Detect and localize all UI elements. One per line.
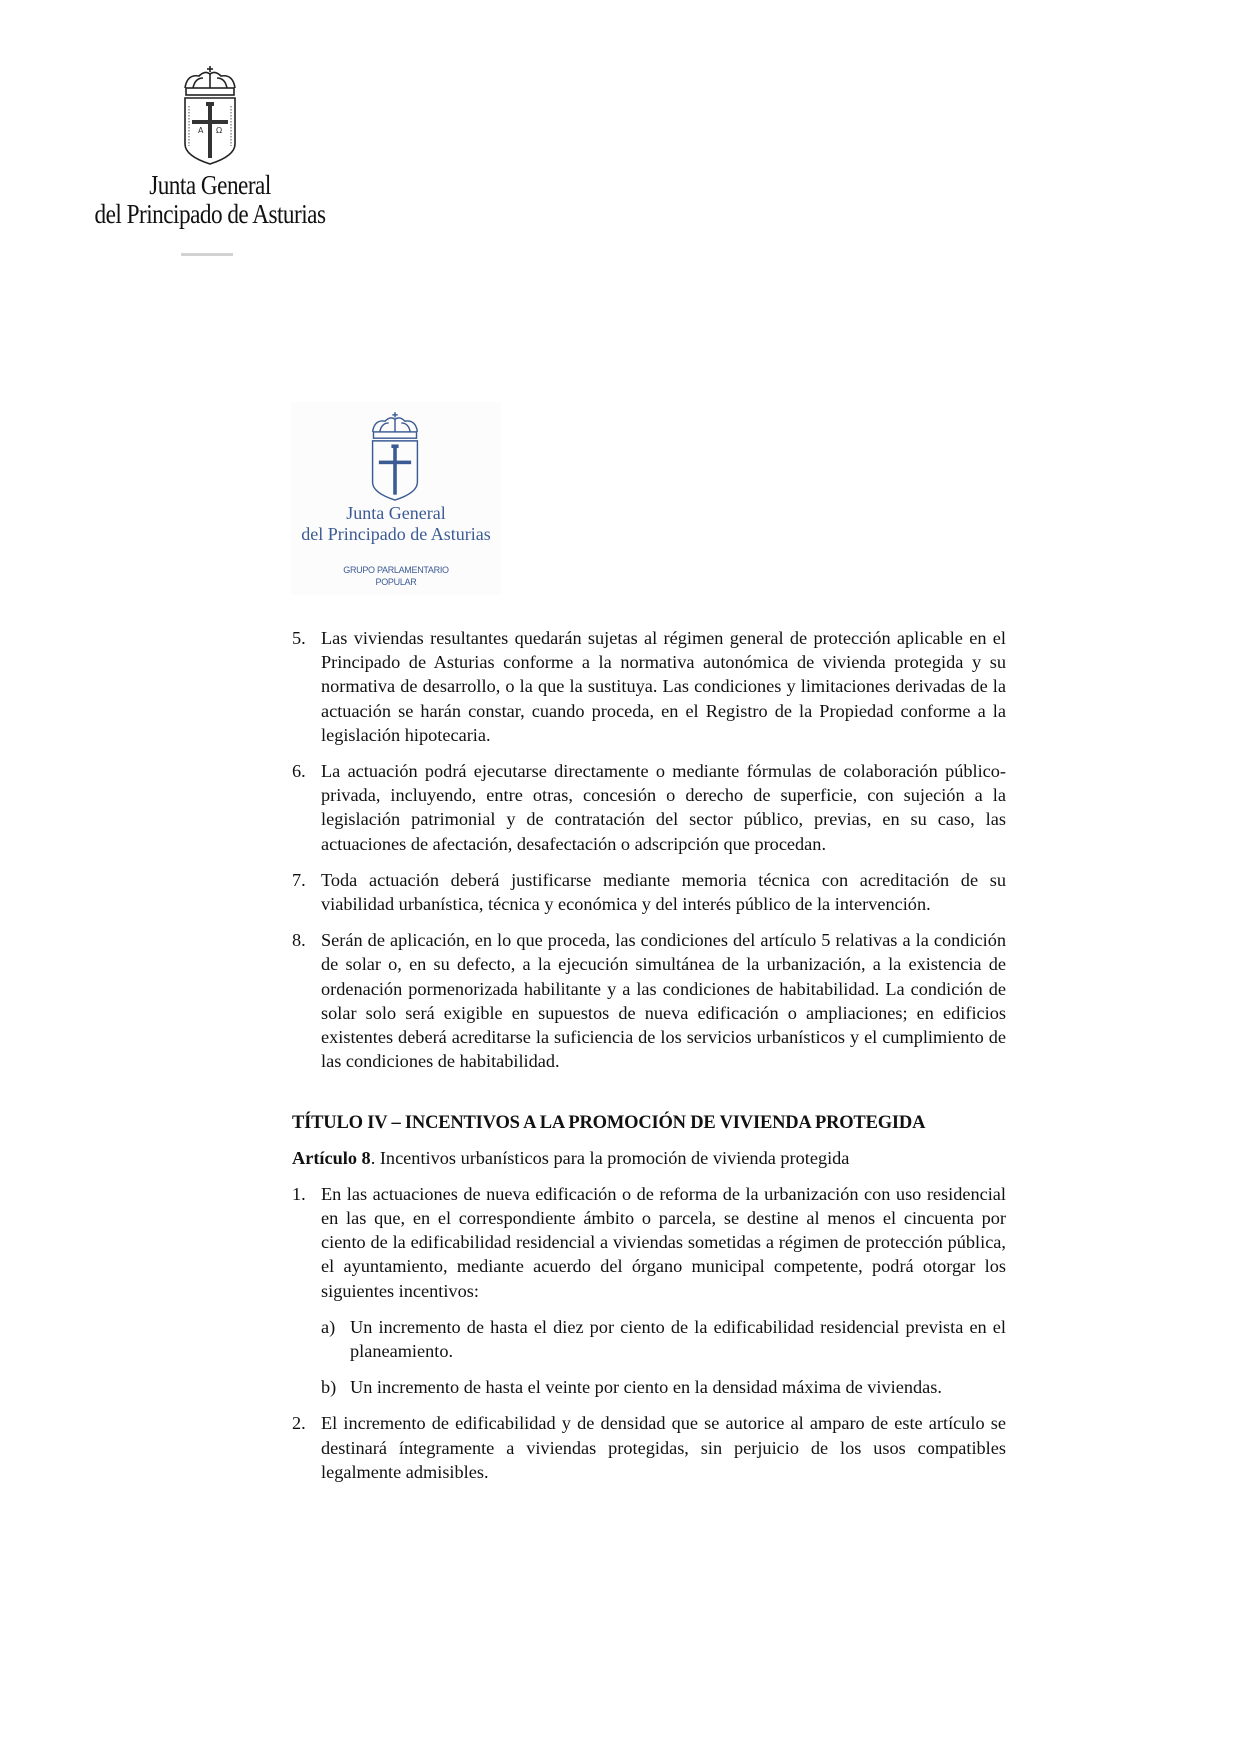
list-item: [292, 868, 1006, 916]
sub-item-letter: a): [321, 1316, 336, 1337]
item-text: En las actuaciones de nueva edificación o de reforma de la urbanización con uso residencial en las que, en el correspondiente ámbito o parcela, se destine al menos el cincuenta por ciento de la edificabilidad residencial a viviendas sometidas a régimen de protección pública, el ayuntamiento, mediante acuerdo del órgano municipal competente, podrá otorgar los siguientes incentivos:: [321, 1183, 1006, 1301]
item-number: 5.: [292, 628, 306, 648]
sub-item: [292, 1375, 1006, 1399]
item-number: 2.: [292, 1413, 306, 1434]
asturias-coat-of-arms-icon: [181, 66, 239, 166]
item-text: Toda actuación deberá justificarse mediante memoria técnica con acreditación de su viabilidad urbanística, técnica y económica y del interés público de la intervención.: [321, 869, 1006, 915]
institution-name-line2: del Principado de Asturias: [94, 199, 326, 229]
list-item: [292, 1182, 1006, 1303]
header-divider: [181, 253, 233, 256]
item-text: Las viviendas resultantes quedarán sujetas al régimen general de protección aplicable en el Principado de Asturias conforme a la normativa autonómica de vivienda protegida y su normativa de desarrollo, o la que la sustituya. Las condiciones y limitaciones derivadas de la actuación se harán constar, cuando proceda, en el Registro de la Propiedad conforme a la legislación hipotecaria.: [321, 628, 1006, 745]
section-title: TÍTULO IV – INCENTIVOS A LA PROMOCIÓN DE VIVIENDA PROTEGIDA: [292, 1113, 926, 1134]
document-body: [292, 626, 1006, 1496]
sub-item-text: Un incremento de hasta el veinte por ciento en la densidad máxima de viviendas.: [350, 1377, 942, 1398]
group-logo-group-line2: POPULAR: [375, 577, 417, 587]
item-text: El incremento de edificabilidad y de densidad que se autorice al amparo de este artículo se destinará íntegramente a viviendas protegidas, sin perjuicio de los usos compatibles legalmente admisibles.: [321, 1413, 1006, 1482]
item-number: 6.: [292, 761, 306, 782]
list-item: [292, 1411, 1006, 1484]
item-number: 7.: [292, 869, 306, 890]
sub-item-text: Un incremento de hasta el diez por ciento de la edificabilidad residencial prevista en el planeamiento.: [350, 1316, 1006, 1362]
svg-text:Ω: Ω: [216, 126, 223, 135]
list-item: [292, 928, 1006, 1073]
list-item: [292, 626, 1006, 747]
item-number: 8.: [292, 930, 306, 951]
group-logo-institution-line1: Junta General: [346, 503, 446, 523]
asturias-coat-of-arms-icon: [369, 412, 421, 502]
sub-item: [292, 1315, 1006, 1363]
svg-text:A: A: [198, 126, 204, 135]
sub-item-letter: b): [321, 1377, 337, 1398]
list-item: [292, 759, 1006, 856]
article-label: Artículo 8: [292, 1147, 371, 1168]
group-logo-institution-line2: del Principado de Asturias: [301, 524, 491, 544]
item-number: 1.: [292, 1183, 306, 1204]
institution-name-line1: Junta General: [149, 170, 271, 200]
group-logo: [291, 402, 501, 595]
item-text: Serán de aplicación, en lo que proceda, las condiciones del artículo 5 relativas a la condición de solar o, en su defecto, a la ejecución simultánea de la urbanización, a la existencia de ordenación pormenorizada habilitante y a las condiciones de habitabilidad. La condición de solar solo será exigible en supuestos de nueva edificación o ampliaciones; en edificios existentes deberá acreditarse la suficiencia de los servicios urbanísticos y el cumplimiento de las condiciones de habitabilidad.: [321, 930, 1006, 1072]
item-text: La actuación podrá ejecutarse directamente o mediante fórmulas de colaboración público-privada, incluyendo, entre otras, concesión o derecho de superficie, con sujeción a la legislación patrimonial y de contratación del sector público, previas, en su caso, las actuaciones de afectación, desafectación o adscripción que procedan.: [321, 761, 1006, 854]
article-title: . Incentivos urbanísticos para la promoción de vivienda protegida: [370, 1147, 850, 1168]
article-heading: [292, 1146, 1006, 1170]
group-logo-group-line1: GRUPO PARLAMENTARIO: [343, 565, 449, 575]
